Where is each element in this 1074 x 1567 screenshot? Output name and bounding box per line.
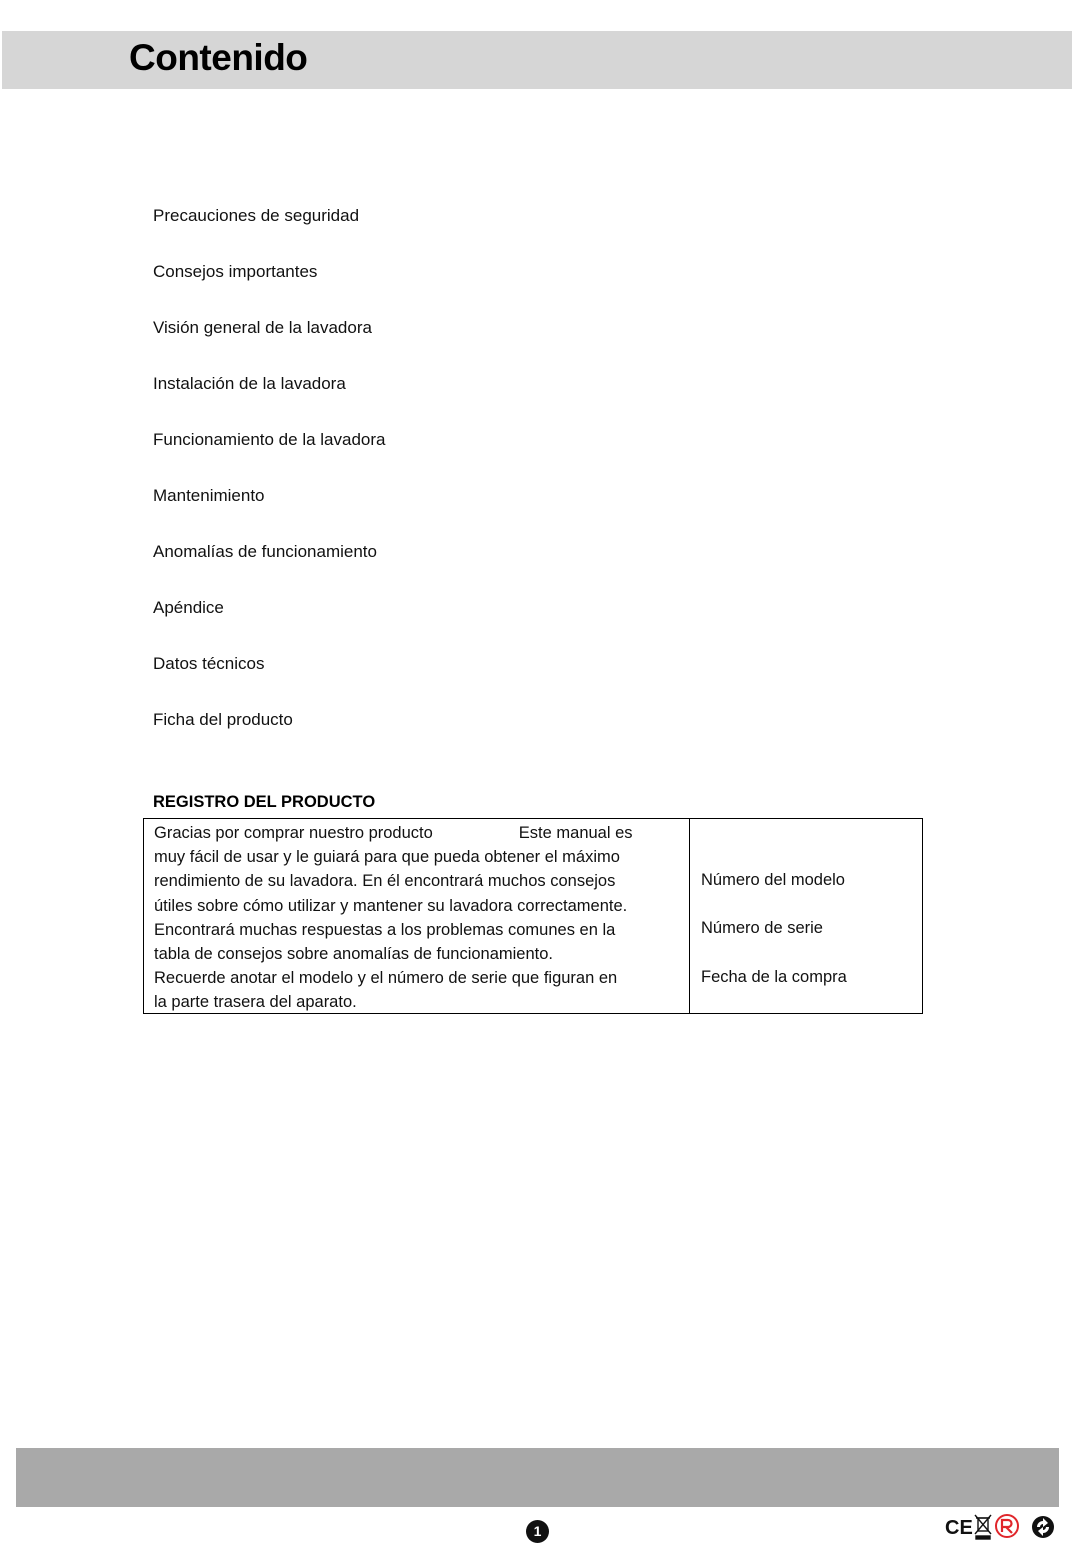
toc-item-vision-general[interactable]: Visión general de la lavadora — [153, 318, 372, 337]
toc-item-instalacion[interactable]: Instalación de la lavadora — [153, 374, 346, 393]
toc-item-datos-tecnicos[interactable]: Datos técnicos — [153, 654, 265, 673]
weee-bin-icon — [975, 1515, 991, 1539]
registration-line: tabla de consejos sobre anomalías de funcionamiento. — [154, 945, 554, 964]
toc-item-precauciones[interactable]: Precauciones de seguridad — [153, 206, 360, 225]
model-number-field: Número del modelo — [701, 871, 845, 889]
toc-item-mantenimiento[interactable]: Mantenimiento — [153, 486, 265, 505]
ce-mark-text: CE — [945, 1517, 973, 1539]
registration-table — [143, 818, 923, 1014]
serial-number-field: Número de serie — [701, 919, 823, 937]
toc-item-apendice[interactable]: Apéndice — [153, 598, 224, 617]
registration-line: muy fácil de usar y le guiará para que pueda obtener el máximo — [154, 848, 620, 867]
toc-item-consejos[interactable]: Consejos importantes — [153, 262, 318, 281]
registration-line-part: Gracias por comprar nuestro producto — [154, 824, 433, 842]
registration-line: útiles sobre cómo utilizar y mantener su lavadora correctamente. — [154, 896, 628, 915]
green-dot-icon — [1032, 1516, 1054, 1538]
registration-line: Recuerde anotar el modelo y el número de serie que figuran en — [154, 969, 618, 988]
toc-item-anomalias[interactable]: Anomalías de funcionamiento — [153, 542, 377, 561]
registration-line — [154, 821, 681, 845]
page-title: Contenido — [129, 37, 308, 78]
registration-line: Encontrará muchas respuestas a los problemas comunes en la — [154, 920, 616, 939]
registration-line: la parte trasera del aparato. — [154, 993, 357, 1012]
registration-line: rendimiento de su lavadora. En él encontrará muchos consejos — [154, 872, 616, 891]
purchase-date-field: Fecha de la compra — [701, 968, 847, 986]
registration-line-part: Este manual es — [518, 824, 633, 842]
footer-band — [16, 1448, 1059, 1507]
r-registered-icon — [996, 1515, 1018, 1537]
ce-mark-icon — [945, 1517, 973, 1539]
toc-item-ficha-producto[interactable]: Ficha del producto — [153, 710, 293, 729]
table-of-contents — [153, 204, 385, 764]
registration-text — [144, 819, 690, 1013]
registration-heading: REGISTRO DEL PRODUCTO — [153, 793, 376, 811]
toc-item-funcionamiento[interactable]: Funcionamiento de la lavadora — [153, 430, 386, 449]
certification-marks — [945, 1512, 1057, 1542]
page-number: 1 — [526, 1520, 549, 1543]
